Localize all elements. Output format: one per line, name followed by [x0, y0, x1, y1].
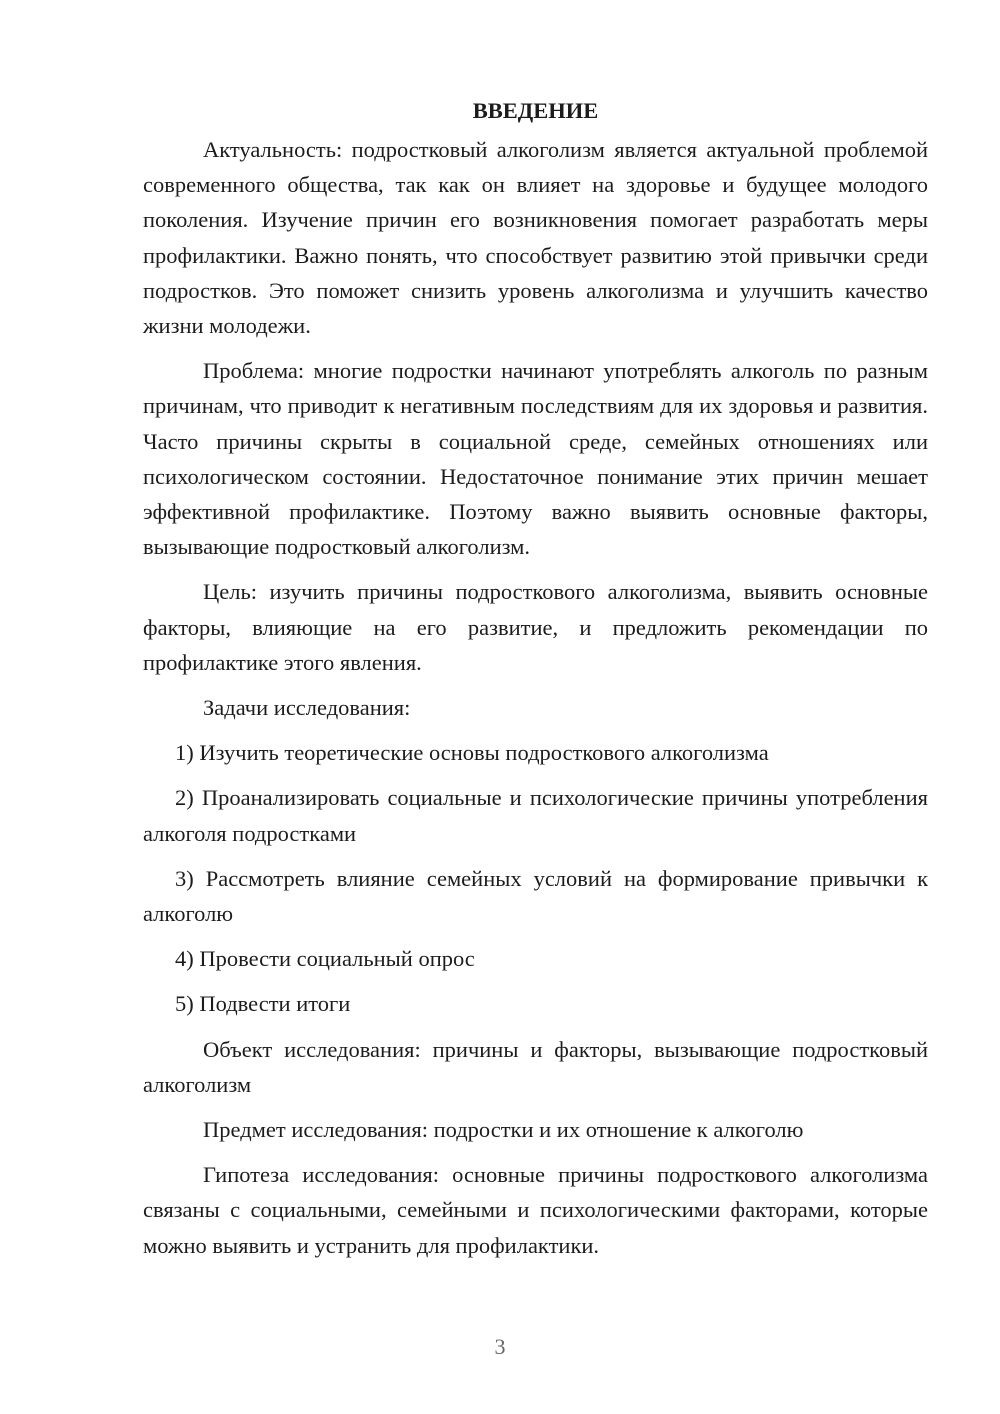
- page-number: 3: [494, 1334, 506, 1359]
- subject-paragraph: Предмет исследования: подростки и их отношение к алкоголю: [203, 1117, 804, 1143]
- task-item: 1) Изучить теоретические основы подросткового алкоголизма: [175, 740, 769, 766]
- hypothesis-paragraph: Гипотеза исследования: основные причины подросткового алкоголизма связаны с социальными, семейными и психологическими факторами, которые можно выявить и устранить для профилактики.: [143, 1162, 928, 1258]
- task-item: 2) Проанализировать социальные и психологические причины употребления алкоголя подростками: [143, 785, 928, 846]
- object-paragraph: Объект исследования: причины и факторы, вызывающие подростковый алкоголизм: [143, 1036, 928, 1097]
- task-item: 4) Провести социальный опрос: [175, 946, 475, 972]
- page-title: ВВЕДЕНИЕ: [472, 98, 599, 123]
- problem-paragraph: Проблема: многие подростки начинают употреблять алкоголь по разным причинам, что приводит к негативным последствиям для их здоровья и развития. Часто причины скрыты в социальной среде, семейных отношениях или психологическом состоянии. Недостаточное понимание этих причин мешает эффективной профилактике. Поэтому важно выявить основные факторы, вызывающие подростковый алкоголизм.: [143, 358, 928, 560]
- goal-paragraph: Цель: изучить причины подросткового алкоголизма, выявить основные факторы, влияющие на его развитие, и предложить рекомендации по профилактике этого явления.: [143, 579, 928, 675]
- tasks-heading: Задачи исследования:: [203, 695, 411, 721]
- task-item: 3) Рассмотреть влияние семейных условий на формирование привычки к алкоголю: [143, 865, 928, 927]
- relevance-paragraph: Актуальность: подростковый алкоголизм является актуальной проблемой современного общества, так как он влияет на здоровье и будущее молодого поколения. Изучение причин его возникновения помогает разработать меры профилактики. Важно понять, что способствует развитию этой привычки среди подростков. Это поможет снизить уровень алкоголизма и улучшить качество жизни молодежи.: [143, 137, 928, 339]
- task-item: 5) Подвести итоги: [175, 991, 351, 1017]
- document-page: [143, 96, 928, 1263]
